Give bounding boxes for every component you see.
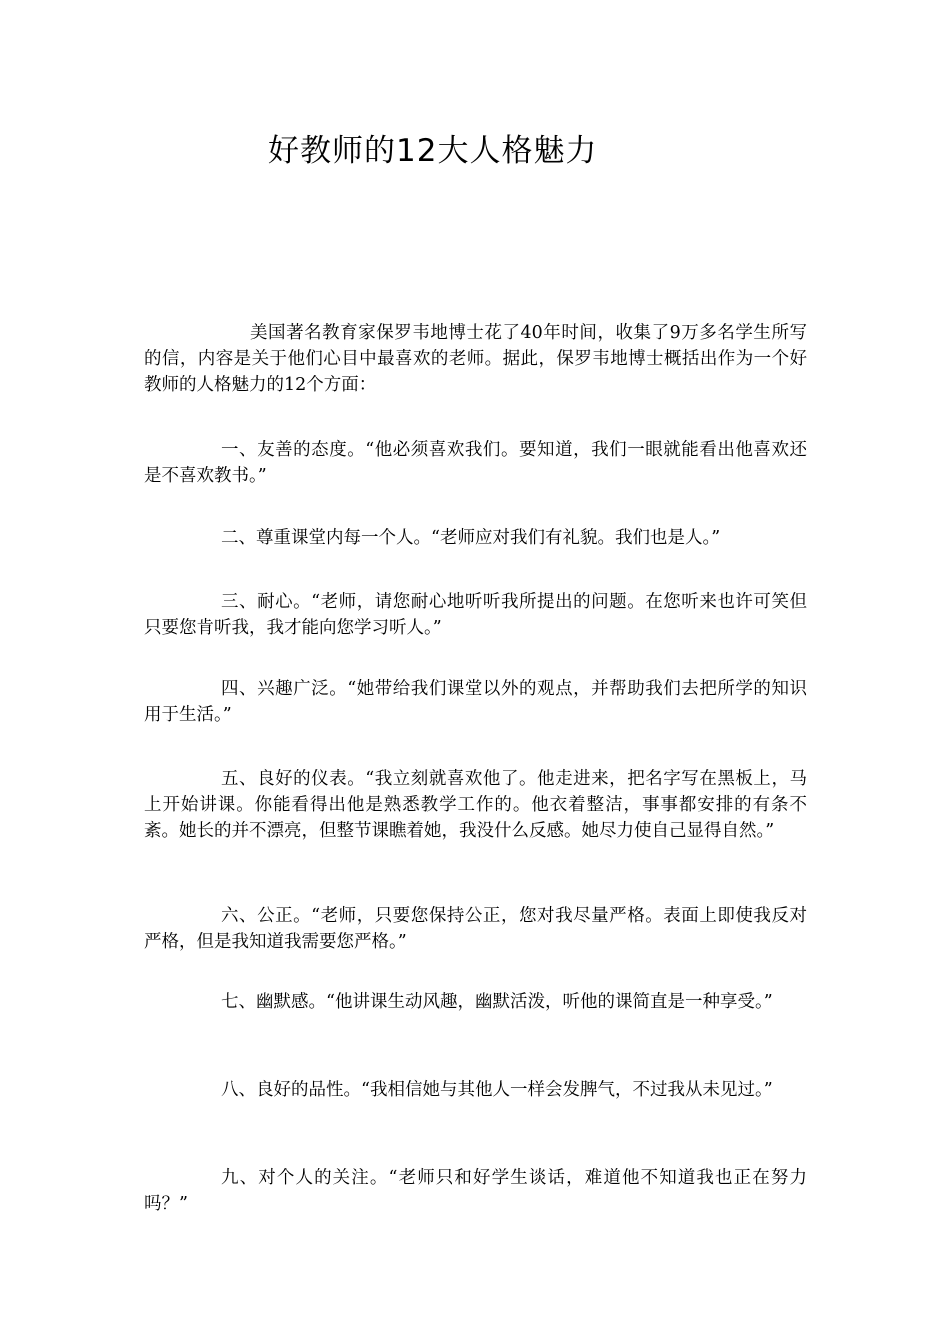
item-paragraph-5: 五、良好的仪表。“我立刻就喜欢他了。他走进来，把名字写在黑板上，马上开始讲课。你能看得出他是熟悉教学工作的。他衣着整洁，事事都安排的有条不紊。她长的并不漂亮，但整节课瞧着她，我没什么反感。她尽力使自己显得自然。” xyxy=(144,769,807,841)
item-paragraph-8: 八、良好的品性。“我相信她与其他人一样会发脾气，不过我从未见过。” xyxy=(221,1080,773,1100)
document-title: 好教师的12大人格魅力 xyxy=(268,133,598,169)
intro-paragraph: 美国著名教育家保罗韦地博士花了40年时间，收集了9万多名学生所写的信，内容是关于他们心目中最喜欢的老师。据此，保罗韦地博士概括出作为一个好教师的人格魅力的12个方面： xyxy=(144,323,807,395)
item-paragraph-4: 四、兴趣广泛。“她带给我们课堂以外的观点，并帮助我们去把所学的知识用于生活。” xyxy=(144,679,807,725)
item-paragraph-3: 三、耐心。“老师，请您耐心地听听我所提出的问题。在您听来也许可笑但只要您肯听我，我才能向您学习听人。” xyxy=(144,592,807,638)
item-paragraph-6: 六、公正。“老师，只要您保持公正，您对我尽量严格。表面上即使我反对严格，但是我知道我需要您严格。” xyxy=(144,906,807,952)
item-paragraph-2: 二、尊重课堂内每一个人。“老师应对我们有礼貌。我们也是人。” xyxy=(221,528,721,548)
item-paragraph-9: 九、对个人的关注。“老师只和好学生谈话，难道他不知道我也正在努力吗？” xyxy=(144,1168,807,1214)
item-paragraph-1: 一、友善的态度。“他必须喜欢我们。要知道，我们一眼就能看出他喜欢还是不喜欢教书。” xyxy=(144,440,807,486)
item-paragraph-7: 七、幽默感。“他讲课生动风趣，幽默活泼，听他的课简直是一种享受。” xyxy=(221,992,773,1012)
